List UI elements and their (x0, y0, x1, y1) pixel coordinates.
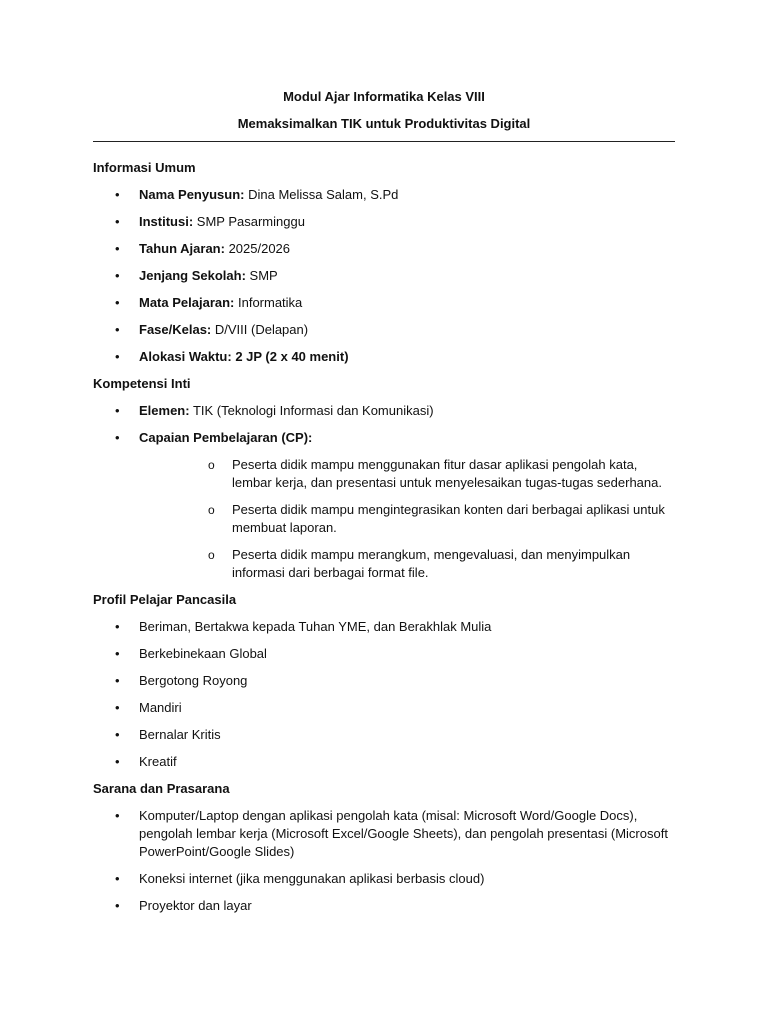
list-item (93, 267, 675, 285)
list-item: • Kreatif (93, 753, 675, 771)
sublist-item: o Peserta didik mampu menggunakan fitur dasar aplikasi pengolah kata, lembar kerja, dan presentasi untuk menyelesaikan tugas-tugas sederhana. (139, 456, 675, 492)
item-label: Alokasi Waktu: 2 JP (2 x 40 menit) (139, 349, 349, 364)
item-value: TIK (Teknologi Informasi dan Komunikasi) (189, 403, 434, 418)
item-label: Elemen: (139, 403, 190, 418)
sublist-item: o Peserta didik mampu mengintegrasikan konten dari berbagai aplikasi untuk membuat laporan. (139, 501, 675, 537)
list-item: • Beriman, Bertakwa kepada Tuhan YME, dan Berakhlak Mulia (93, 618, 675, 636)
list-item (93, 321, 675, 339)
sarana-list (93, 807, 675, 915)
list-item (93, 213, 675, 231)
section-heading-kompetensi-inti: Kompetensi Inti (93, 376, 191, 391)
section-heading-sarana: Sarana dan Prasarana (93, 781, 230, 796)
document-title: Modul Ajar Informatika Kelas VIII (283, 89, 485, 104)
section-heading-informasi-umum: Informasi Umum (93, 160, 196, 175)
item-value: SMP Pasarminggu (193, 214, 305, 229)
list-item: • Bergotong Royong (93, 672, 675, 690)
item-value: SMP (245, 268, 278, 283)
cp-sublist (139, 456, 675, 582)
section-heading-profil-pelajar: Profil Pelajar Pancasila (93, 592, 237, 607)
item-label: Mata Pelajaran: (139, 295, 235, 310)
item-label: Institusi: (139, 214, 194, 229)
list-item: • Proyektor dan layar (93, 897, 675, 915)
kompetensi-inti-list (93, 402, 675, 582)
list-item: • Mandiri (93, 699, 675, 717)
item-label: Fase/Kelas: (139, 322, 212, 337)
item-value: D/VIII (Delapan) (211, 322, 309, 337)
sublist-item: o Peserta didik mampu merangkum, mengevaluasi, dan menyimpulkan informasi dari berbagai format file. (139, 546, 675, 582)
item-label: Tahun Ajaran: (139, 241, 225, 256)
item-label: Jenjang Sekolah: (139, 268, 246, 283)
title-block (93, 88, 675, 133)
item-value: Dina Melissa Salam, S.Pd (244, 187, 399, 202)
list-item: • Komputer/Laptop dengan aplikasi pengolah kata (misal: Microsoft Word/Google Docs), pengolah lembar kerja (Microsoft Excel/Google Sheets), dan pengolah presentasi (Microsoft PowerPoint/Google Slides) (93, 807, 675, 861)
item-value: 2025/2026 (224, 241, 291, 256)
item-label: Capaian Pembelajaran (CP): (139, 430, 313, 445)
item-label: Nama Penyusun: (139, 187, 245, 202)
list-item: • Berkebinekaan Global (93, 645, 675, 663)
profil-pelajar-list (93, 618, 675, 771)
list-item (93, 186, 675, 204)
list-item: • Bernalar Kritis (93, 726, 675, 744)
informasi-umum-list (93, 186, 675, 366)
document-subtitle: Memaksimalkan TIK untuk Produktivitas Digital (237, 116, 531, 131)
list-item: • Koneksi internet (jika menggunakan aplikasi berbasis cloud) (93, 870, 675, 888)
list-item (93, 294, 675, 312)
list-item-cp (93, 429, 675, 582)
document-body (93, 88, 675, 915)
list-item-elemen (93, 402, 675, 420)
list-item (93, 348, 675, 366)
title-divider (93, 141, 675, 142)
item-value: Informatika (234, 295, 303, 310)
list-item (93, 240, 675, 258)
